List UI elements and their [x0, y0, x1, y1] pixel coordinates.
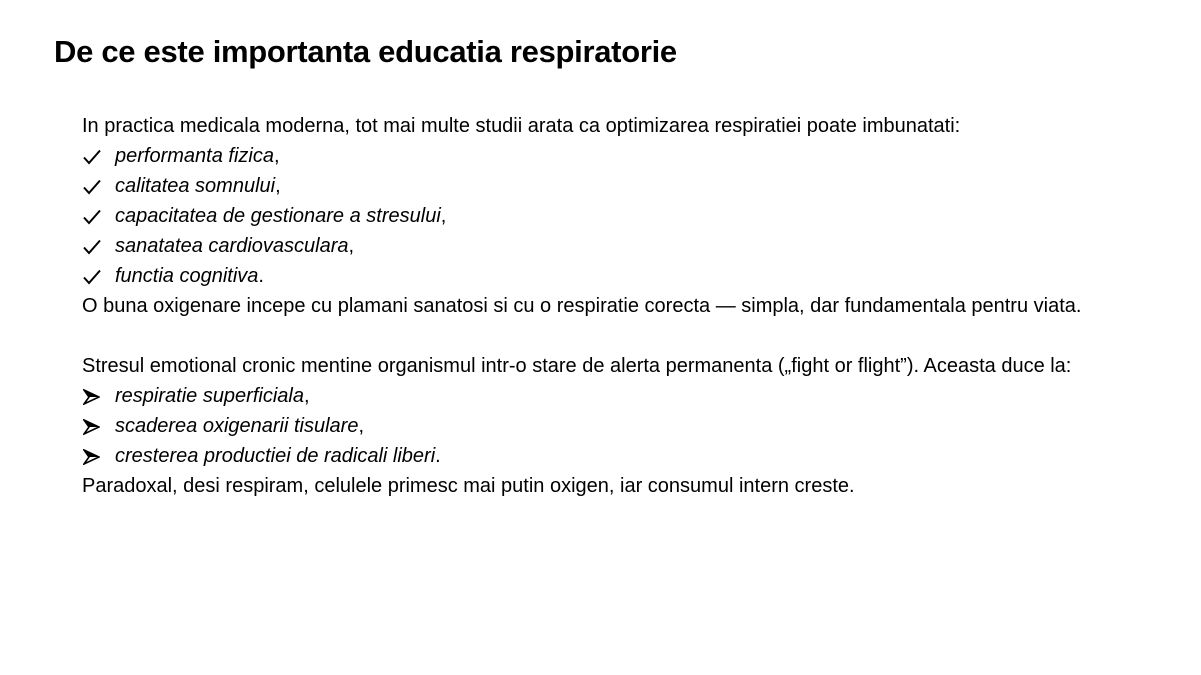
benefit-item: capacitatea de gestionare a stresului,: [82, 201, 1162, 231]
effect-item: respiratie superficiala,: [82, 381, 1162, 411]
slide-title: De ce este importanta educatia respiratorie: [54, 34, 677, 69]
stress-paragraph: Stresul emotional cronic mentine organismul intr-o stare de alerta permanenta („fight or flight”). Aceasta duce la:: [82, 355, 1072, 377]
benefit-item: performanta fizica,: [82, 141, 1162, 171]
paragraph-spacer: [82, 321, 1162, 351]
effects-list: [82, 381, 1162, 471]
benefit-item: functia cognitiva.: [82, 261, 1162, 291]
benefit-item: calitatea somnului,: [82, 171, 1162, 201]
intro-paragraph: In practica medicala moderna, tot mai multe studii arata ca optimizarea respiratiei poate imbunatati:: [82, 115, 961, 137]
benefit-item: sanatatea cardiovasculara,: [82, 231, 1162, 261]
effect-item: cresterea productiei de radicali liberi.: [82, 441, 1162, 471]
oxygenation-paragraph: O buna oxigenare incepe cu plamani sanatosi si cu o respiratie corecta — simpla, dar fundamentala pentru viata.: [82, 295, 1082, 317]
benefits-list: [82, 141, 1162, 291]
slide-body: [82, 111, 1162, 501]
conclusion-paragraph: Paradoxal, desi respiram, celulele primesc mai putin oxigen, iar consumul intern creste.: [82, 475, 855, 497]
effect-item: scaderea oxigenarii tisulare,: [82, 411, 1162, 441]
